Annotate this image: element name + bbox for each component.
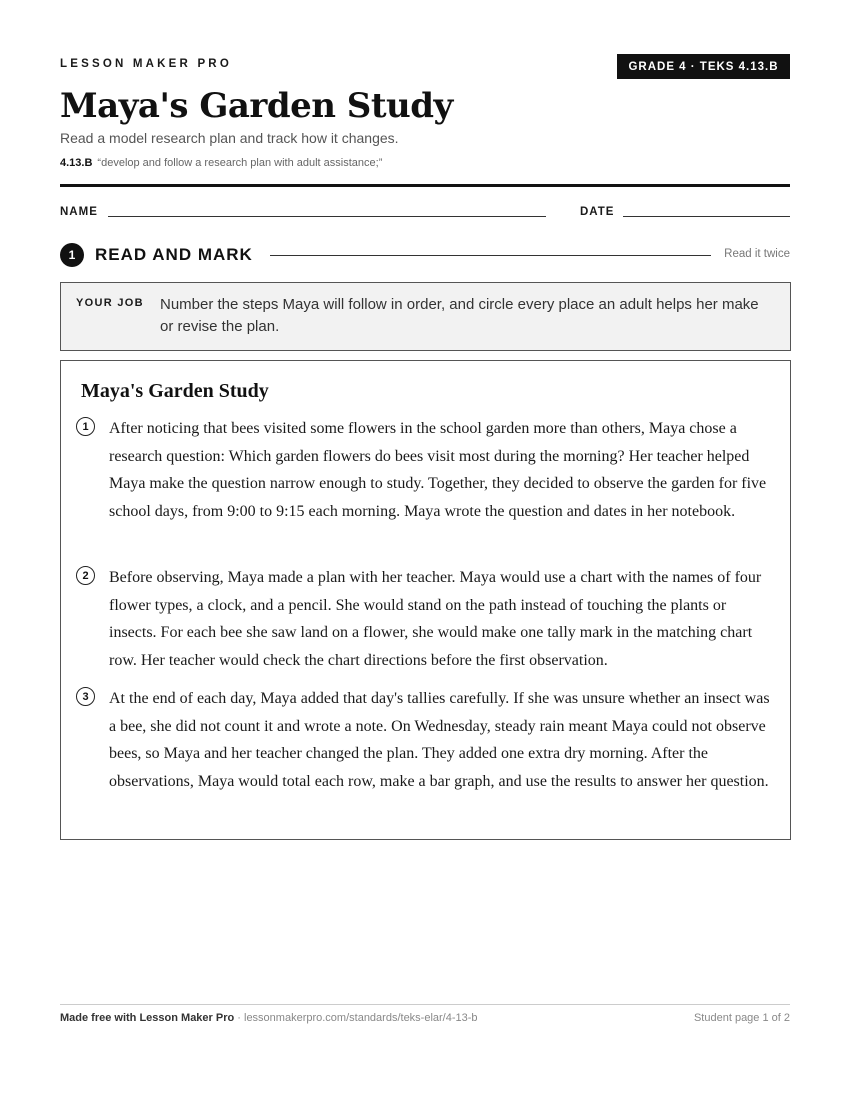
paragraph-3: At the end of each day, Maya added that day's tallies carefully. If she was unsure whether an insect was a bee, she did not count it and wrote a note. On Wednesday, steady rain meant Maya could not observe bees, so Maya and her teacher changed the plan. They added one extra dry morning. After the observations, Maya would total each row, make a bar graph, and use the results to answer her question. bbox=[109, 690, 770, 790]
paragraph-1: After noticing that bees visited some flowers in the school garden more than others, Maya chose a research question: Which garden flowers do bees visit most during the morning? Her teacher helped Maya make the question narrow enough to study. Together, they decided to observe the garden for five school days, from 9:00 to 9:15 each morning. Maya wrote the question and dates in her notebook. bbox=[109, 420, 767, 520]
footer-divider bbox=[60, 1004, 790, 1005]
your-job-box bbox=[60, 282, 791, 351]
grade-badge: GRADE 4 · TEKS 4.13.B bbox=[617, 54, 790, 79]
footer-made-by: Made free with Lesson Maker Pro bbox=[60, 1012, 235, 1024]
passage-box bbox=[60, 360, 791, 840]
standard-code: 4.13.B bbox=[60, 157, 93, 169]
date-label: DATE bbox=[580, 206, 615, 218]
brand-name: LESSON MAKER PRO bbox=[60, 58, 232, 70]
paragraph-number-3: 3 bbox=[76, 687, 95, 706]
standard-line bbox=[60, 157, 382, 169]
name-label: NAME bbox=[60, 206, 98, 218]
footer-url[interactable]: · lessonmakerpro.com/standards/teks-elar/4-13-b bbox=[234, 1012, 478, 1024]
passage-title: Maya's Garden Study bbox=[81, 380, 269, 402]
page-title: Maya's Garden Study bbox=[60, 86, 453, 126]
date-field[interactable] bbox=[623, 216, 790, 217]
footer-page-number: Student page 1 of 2 bbox=[693, 1012, 790, 1024]
your-job-text: Number the steps Maya will follow in order, and circle every place an adult helps her make or revise the plan. bbox=[160, 296, 759, 335]
page-subtitle: Read a model research plan and track how it changes. bbox=[60, 130, 399, 146]
paragraph-number-1: 1 bbox=[76, 417, 95, 436]
name-field[interactable] bbox=[108, 216, 546, 217]
section-number-badge: 1 bbox=[60, 243, 84, 267]
paragraph-2: Before observing, Maya made a plan with her teacher. Maya would use a chart with the names of four flower types, a clock, and a pencil. She would stand on the path instead of touching the plants or insects. For each bee she saw land on a flower, she would make one tally mark in the matching chart row. Her teacher would check the chart directions before the first observation. bbox=[109, 569, 762, 669]
footer-credit bbox=[60, 1012, 478, 1024]
your-job-label: YOUR JOB bbox=[76, 297, 144, 309]
section-hint: Read it twice bbox=[724, 248, 790, 260]
standard-text: “develop and follow a research plan with adult assistance;” bbox=[97, 157, 383, 169]
header-divider bbox=[60, 184, 790, 187]
paragraph-number-2: 2 bbox=[76, 566, 95, 585]
section-title: READ AND MARK bbox=[95, 245, 253, 264]
section-divider bbox=[270, 255, 711, 256]
